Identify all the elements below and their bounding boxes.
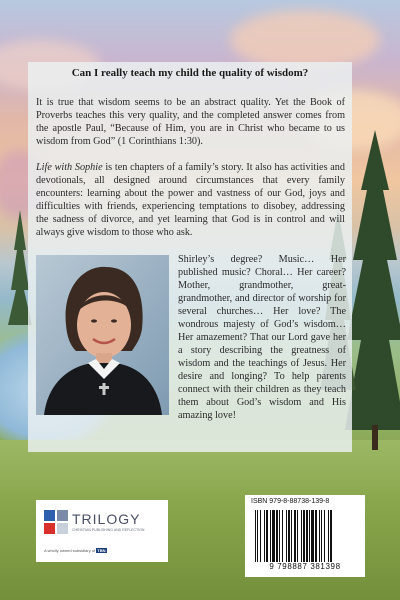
barcode-stripe bbox=[311, 510, 314, 562]
isbn-label: ISBN 979-8-88738-139-8 bbox=[251, 498, 330, 505]
barcode-stripe bbox=[321, 510, 322, 562]
book-title: Life with Sophie bbox=[36, 162, 103, 173]
publisher-subsidiary bbox=[44, 548, 107, 553]
barcode-stripe bbox=[324, 510, 325, 562]
barcode-stripe bbox=[286, 510, 287, 562]
barcode-stripe bbox=[294, 510, 296, 562]
barcode-stripe bbox=[282, 510, 283, 562]
barcode-stripe bbox=[297, 510, 298, 562]
barcode-stripe bbox=[315, 510, 317, 562]
barcode-stripe bbox=[306, 510, 308, 562]
barcode-stripe bbox=[255, 510, 256, 562]
subsidiary-text: A wholly owned subsidiary of bbox=[44, 548, 96, 553]
barcode-stripe bbox=[276, 510, 278, 562]
intro-paragraph: It is true that wisdom seems to be an abstract quality. Yet the Book of Proverbs teaches this very quality, and the completed answer comes from the apostle Paul, “Because of Him, you are in Christ who became to us wisdom from God” (1 Corinthians 1:30). bbox=[36, 97, 345, 147]
author-bio: Shirley’s degree? Music… Her published music? Choral… Her career? Mother, grandmother, great-grandmother, and director of worship for several churches… Her love? The wondrous majesty of God’s wisdom… Her amazement? That our Lord gave her a story describing the greatness of wisdom and the teachings of Jesus. Her desire and longing? To help parents connect with their children as they teach them about God’s wisdom and His amazing love! bbox=[178, 254, 346, 421]
barcode-stripe bbox=[319, 510, 320, 562]
barcode-digits: 9 798887 381398 bbox=[269, 562, 341, 571]
barcode-stripe bbox=[291, 510, 292, 562]
isbn-barcode bbox=[245, 495, 365, 577]
barcode-stripe bbox=[330, 510, 332, 562]
cover-headline: Can I really teach my child the quality of wisdom? bbox=[71, 67, 309, 79]
barcode-stripe bbox=[264, 510, 265, 562]
barcode-stripe bbox=[328, 510, 329, 562]
book-description-paragraph bbox=[36, 161, 345, 239]
publisher-logo bbox=[36, 500, 168, 562]
barcode-stripe bbox=[301, 510, 302, 562]
book-description-text: is ten chapters of a family’s story. It also has activities and devotionals, all designed around circumstances that every family encounters: learning about the power and vastness of our God, joys and difficulties with friends, experiencing temptations to disobey, addressing the sadness of divorce, and yet learning that God is in control and will always give wisdom to those who ask. bbox=[36, 162, 345, 238]
barcode-stripe bbox=[260, 510, 261, 562]
barcode-stripe bbox=[309, 510, 310, 562]
author-portrait-icon bbox=[36, 255, 169, 415]
tbn-logo-icon: TBN bbox=[97, 548, 106, 553]
publisher-tagline: CHRISTIAN PUBLISHING AND REFLECTION bbox=[72, 528, 145, 532]
barcode-stripe bbox=[279, 510, 280, 562]
barcode-stripe bbox=[288, 510, 290, 562]
trilogy-logo-icon bbox=[44, 510, 68, 534]
barcode-stripe bbox=[303, 510, 305, 562]
barcode-stripe bbox=[266, 510, 268, 562]
barcode-stripe bbox=[272, 510, 275, 562]
publisher-name: TRILOGY bbox=[72, 511, 141, 527]
barcode-stripe bbox=[270, 510, 271, 562]
barcode-stripe bbox=[257, 510, 258, 562]
barcode-bars bbox=[255, 510, 359, 562]
